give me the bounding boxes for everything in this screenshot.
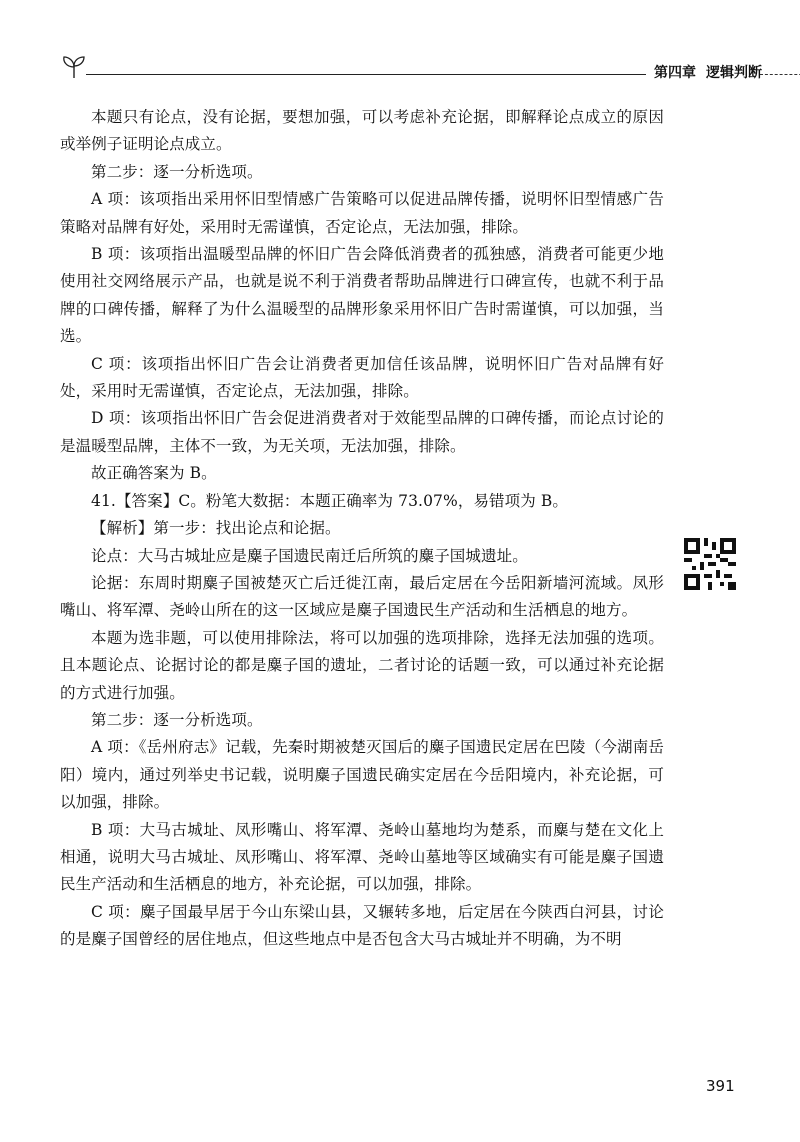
- paragraph: C 项：麋子国最早居于今山东梁山县，又辗转多地，后定居在今陕西白河县，讨论的是麋子国曾经的居住地点，但这些地点中是否包含大马古城址并不明确，为不明: [60, 902, 664, 949]
- paragraph: 论点：大马古城址应是麋子国遗民南迁后所筑的麋子国城遗址。: [91, 546, 528, 565]
- paragraph: 第二步：逐一分析选项。: [91, 710, 263, 729]
- main-text: [60, 104, 664, 954]
- answer-line: 41.【答案】C。粉笔大数据：本题正确率为 73.07%，易错项为 B。: [91, 491, 568, 510]
- paragraph: D 项：该项指出怀旧广告会促进消费者对于效能型品牌的口碑传播，而论点讨论的是温暖型品牌，主体不一致，为无关项，无法加强，排除。: [60, 409, 664, 455]
- paragraph: C 项：该项指出怀旧广告会让消费者更加信任该品牌，说明怀旧广告对品牌有好处，采用时无需谨慎，否定论点，无法加强，排除。: [60, 354, 664, 401]
- running-header: [60, 52, 760, 88]
- header-dashed-rule: [760, 74, 800, 75]
- qr-code-icon[interactable]: [684, 538, 736, 590]
- paragraph: A 项：《岳州府志》记载，先秦时期被楚灭国后的麋子国遗民定居在巴陵（今湖南岳阳）境内，通过列举史书记载，说明麋子国遗民确实定居在今岳阳境内，补充论据，可以加强，排除。: [60, 738, 664, 812]
- paragraph: 本题为选非题，可以使用排除法，将可以加强的选项排除，选择无法加强的选项。且本题论点、论据讨论的都是麋子国的遗址，二者讨论的话题一致，可以通过补充论据的方式进行加强。: [60, 628, 664, 702]
- page-number: 391: [706, 1077, 735, 1095]
- sprout-icon: [60, 52, 88, 80]
- chapter-section: 逻辑判断: [706, 65, 762, 81]
- paragraph: 论据：东周时期麋子国被楚灭亡后迁徙江南，最后定居在今岳阳新墙河流域。凤形嘴山、将军潭、尧岭山所在的这一区域应是麋子国遗民生产活动和生活栖息的地方。: [60, 573, 664, 620]
- paragraph: B 项：该项指出温暖型品牌的怀旧广告会降低消费者的孤独感，消费者可能更少地使用社交网络展示产品，也就是说不利于消费者帮助品牌进行口碑宣传，也就不利于品牌的口碑传播，解释了为什么温暖型的品牌形象采用怀旧广告时需谨慎，可以加强，当选。: [60, 245, 664, 346]
- paragraph: 本题只有论点，没有论据，要想加强，可以考虑补充论据，即解释论点成立的原因或举例子证明论点成立。: [60, 108, 664, 154]
- chapter-number: 第四章: [654, 65, 696, 81]
- chapter-title: [654, 62, 772, 82]
- header-rule: [86, 74, 646, 75]
- paragraph: B 项：大马古城址、凤形嘴山、将军潭、尧岭山墓地均为楚系，而麋与楚在文化上相通，说明大马古城址、凤形嘴山、将军潭、尧岭山墓地等区域确实有可能是麋子国遗民生产活动和生活栖息的地方，补充论据，可以加强，排除。: [60, 820, 664, 894]
- paragraph: 故正确答案为 B。: [91, 464, 217, 483]
- analysis-heading: 【解析】第一步：找出论点和论据。: [91, 519, 341, 538]
- paragraph: A 项：该项指出采用怀旧型情感广告策略可以促进品牌传播，说明怀旧型情感广告策略对品牌有好处，采用时无需谨慎，否定论点，无法加强，排除。: [60, 190, 664, 236]
- paragraph: 第二步：逐一分析选项。: [91, 162, 263, 181]
